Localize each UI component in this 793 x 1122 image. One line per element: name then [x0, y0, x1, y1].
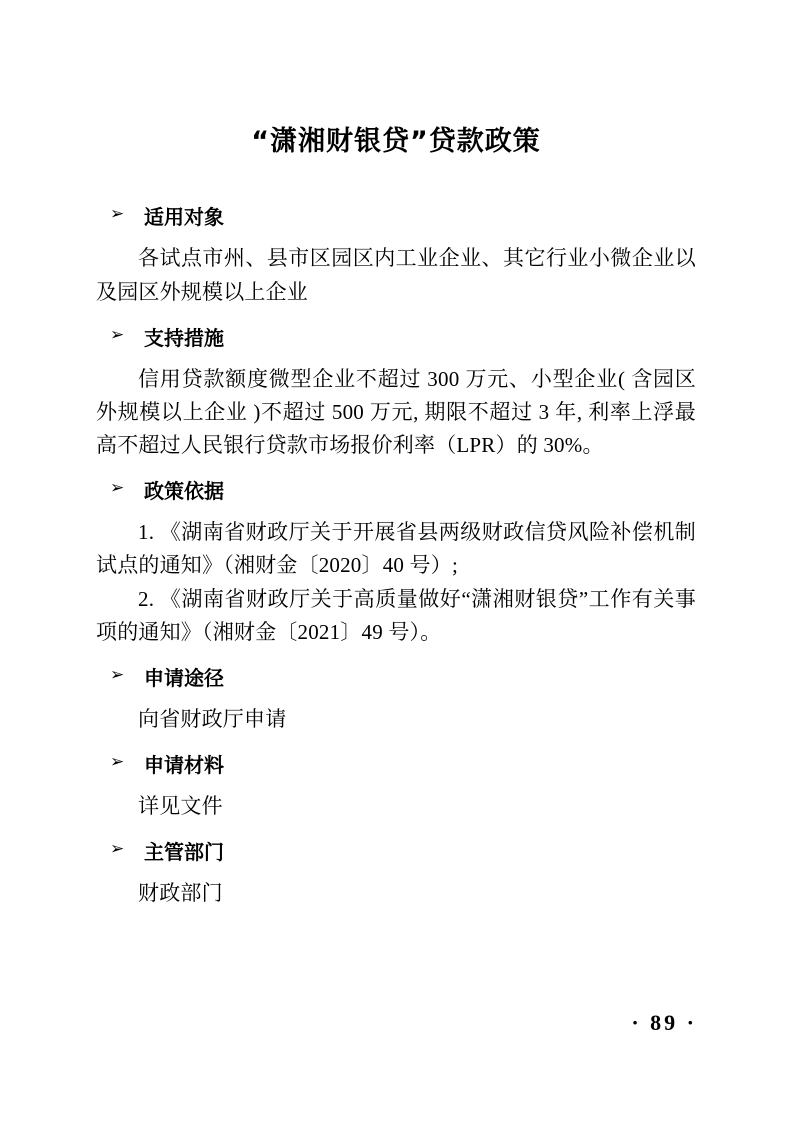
paragraph: 2. 《湖南省财政厅关于高质量做好“潇湘财银贷”工作有关事项的通知》（湘财金〔2021〕49 号）。: [96, 586, 696, 644]
page-title: “潇湘财银贷”贷款政策: [251, 126, 541, 157]
paragraph: 信用贷款额度微型企业不超过 300 万元、小型企业( 含园区外规模以上企业 )不超过 500 万元, 期限不超过 3 年, 利率上浮最高不超过人民银行贷款市场报价利率（LPR）的 30%。: [96, 366, 696, 458]
section-application-materials: [96, 750, 696, 823]
page-number: · 89 ·: [631, 1010, 697, 1035]
section-heading: [96, 663, 696, 693]
bullet-arrow-icon: ➢: [110, 839, 125, 860]
section-policy-basis: [96, 476, 696, 649]
bullet-arrow-icon: ➢: [110, 664, 125, 685]
section-heading-label: 主管部门: [144, 840, 224, 865]
bullet-arrow-icon: ➢: [110, 478, 125, 499]
section-heading: [96, 323, 696, 353]
section-competent-department: [96, 837, 696, 910]
document-body: [96, 0, 696, 910]
paragraph: 向省财政厅申请: [138, 706, 287, 731]
section-heading-label: 申请途径: [144, 665, 224, 690]
paragraph: 1. 《湖南省财政厅关于开展省县两级财政信贷风险补偿机制试点的通知》（湘财金〔2020〕40 号）;: [96, 520, 696, 578]
paragraph: 各试点市州、县市区园区内工业企业、其它行业小微企业以及园区外规模以上企业: [96, 246, 696, 304]
section-application-channel: [96, 663, 696, 736]
section-heading: [96, 837, 696, 867]
section-support-measures: [96, 323, 696, 463]
section-heading-label: 支持措施: [144, 325, 224, 350]
paragraph: 详见文件: [138, 794, 223, 819]
paragraph: 财政部门: [138, 881, 223, 906]
section-heading-label: 适用对象: [144, 205, 224, 230]
bullet-arrow-icon: ➢: [110, 324, 125, 345]
section-heading: [96, 750, 696, 780]
section-heading: [96, 202, 696, 232]
section-heading: [96, 476, 696, 506]
section-applicable-objects: [96, 202, 696, 308]
section-heading-label: 申请材料: [144, 753, 224, 778]
bullet-arrow-icon: ➢: [110, 204, 125, 225]
section-heading-label: 政策依据: [144, 479, 224, 504]
bullet-arrow-icon: ➢: [110, 752, 125, 773]
